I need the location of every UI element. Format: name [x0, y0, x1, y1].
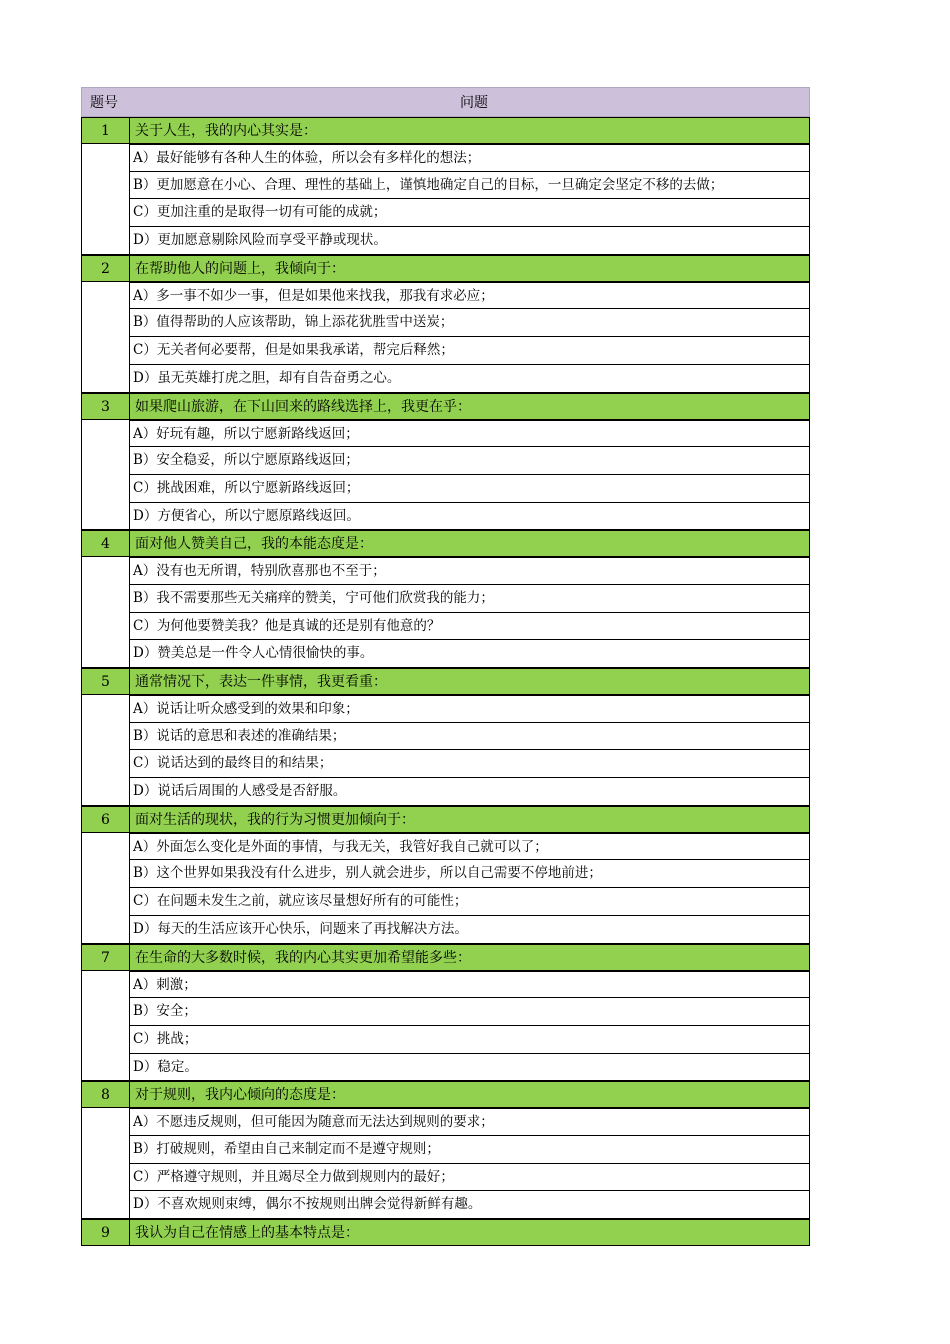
question-number-column — [81, 117, 130, 255]
answer-option: B）说话的意思和表述的准确结果； — [130, 723, 810, 751]
question-block — [81, 1081, 810, 1219]
answer-option: C）为何他要赞美我？他是真诚的还是别有他意的？ — [130, 613, 810, 641]
answer-option: C）严格遵守规则，并且竭尽全力做到规则内的最好； — [130, 1164, 810, 1192]
question-number-spacer — [82, 282, 129, 392]
answer-option: B）打破规则，希望由自己来制定而不是遵守规则； — [130, 1136, 810, 1164]
question-number-column — [81, 944, 130, 1082]
question-body — [130, 530, 810, 668]
question-number-spacer — [82, 144, 129, 254]
question-block — [81, 668, 810, 806]
question-number: 9 — [82, 1219, 129, 1246]
question-number-column — [81, 1219, 130, 1246]
question-text: 面对他人赞美自己，我的本能态度是： — [130, 530, 810, 557]
question-number: 4 — [82, 530, 129, 557]
answer-option: C）更加注重的是取得一切有可能的成就； — [130, 199, 810, 227]
question-body — [130, 944, 810, 1082]
question-body — [130, 668, 810, 806]
question-text: 在生命的大多数时候，我的内心其实更加希望能多些： — [130, 944, 810, 971]
question-text: 关于人生，我的内心其实是： — [130, 117, 810, 144]
question-body — [130, 393, 810, 531]
answer-option: C）无关者何必要帮，但是如果我承诺，帮完后释然； — [130, 337, 810, 365]
question-body — [130, 117, 810, 255]
question-text: 如果爬山旅游，在下山回来的路线选择上，我更在乎： — [130, 393, 810, 420]
question-text: 通常情况下，表达一件事情，我更看重： — [130, 668, 810, 695]
answer-option: B）值得帮助的人应该帮助，锦上添花犹胜雪中送炭； — [130, 309, 810, 337]
answer-option: D）方便省心，所以宁愿原路线返回。 — [130, 503, 810, 531]
answer-option: A）刺激； — [130, 971, 810, 999]
question-number: 7 — [82, 944, 129, 971]
question-list — [81, 117, 810, 1246]
question-block — [81, 255, 810, 393]
answer-option: D）不喜欢规则束缚，偶尔不按规则出牌会觉得新鲜有趣。 — [130, 1191, 810, 1219]
question-number-column — [81, 1081, 130, 1219]
answer-option: B）这个世界如果我没有什么进步，别人就会进步，所以自己需要不停地前进； — [130, 860, 810, 888]
answer-option: A）最好能够有各种人生的体验，所以会有多样化的想法； — [130, 144, 810, 172]
question-number: 6 — [82, 806, 129, 833]
question-number-spacer — [82, 1108, 129, 1218]
answer-option: A）说话让听众感受到的效果和印象； — [130, 695, 810, 723]
question-text: 面对生活的现状，我的行为习惯更加倾向于： — [130, 806, 810, 833]
header-question-label: 问题 — [460, 95, 488, 111]
question-text: 我认为自己在情感上的基本特点是： — [130, 1219, 810, 1246]
question-number-spacer — [82, 971, 129, 1081]
question-number-column — [81, 668, 130, 806]
header-number-label: 题号 — [90, 95, 118, 111]
question-number-column — [81, 530, 130, 668]
question-body — [130, 1219, 810, 1246]
answer-option: C）挑战； — [130, 1026, 810, 1054]
answer-option: C）挑战困难，所以宁愿新路线返回； — [130, 475, 810, 503]
answer-option: D）更加愿意剔除风险而享受平静或现状。 — [130, 227, 810, 255]
answer-option: C）说话达到的最终目的和结果； — [130, 750, 810, 778]
question-block — [81, 530, 810, 668]
question-number: 5 — [82, 668, 129, 695]
question-body — [130, 255, 810, 393]
question-text: 在帮助他人的问题上，我倾向于： — [130, 255, 810, 282]
answer-option: A）多一事不如少一事，但是如果他来找我，那我有求必应； — [130, 282, 810, 310]
question-number-spacer — [82, 695, 129, 805]
question-number: 1 — [82, 117, 129, 144]
answer-option: D）赞美总是一件令人心情很愉快的事。 — [130, 640, 810, 668]
question-block — [81, 806, 810, 944]
question-block — [81, 1219, 810, 1246]
question-number-spacer — [82, 420, 129, 530]
question-block — [81, 117, 810, 255]
question-body — [130, 806, 810, 944]
question-number: 2 — [82, 255, 129, 282]
answer-option: D）每天的生活应该开心快乐，问题来了再找解决方法。 — [130, 916, 810, 944]
question-number: 3 — [82, 393, 129, 420]
header-row — [81, 87, 810, 117]
answer-option: B）我不需要那些无关痛痒的赞美，宁可他们欣赏我的能力； — [130, 585, 810, 613]
answer-option: B）安全稳妥，所以宁愿原路线返回； — [130, 447, 810, 475]
answer-option: B）安全； — [130, 998, 810, 1026]
answer-option: A）不愿违反规则，但可能因为随意而无法达到规则的要求； — [130, 1108, 810, 1136]
answer-option: D）虽无英雄打虎之胆，却有自告奋勇之心。 — [130, 365, 810, 393]
answer-option: A）外面怎么变化是外面的事情，与我无关，我管好我自己就可以了； — [130, 833, 810, 861]
question-number: 8 — [82, 1081, 129, 1108]
question-block — [81, 393, 810, 531]
question-number-column — [81, 806, 130, 944]
questionnaire-sheet — [81, 87, 810, 1246]
question-block — [81, 944, 810, 1082]
question-number-column — [81, 393, 130, 531]
question-number-spacer — [82, 557, 129, 667]
answer-option: A）没有也无所谓，特别欣喜那也不至于； — [130, 557, 810, 585]
question-number-spacer — [82, 833, 129, 943]
answer-option: C）在问题未发生之前，就应该尽量想好所有的可能性； — [130, 888, 810, 916]
answer-option: D）稳定。 — [130, 1054, 810, 1082]
answer-option: B）更加愿意在小心、合理、理性的基础上，谨慎地确定自己的目标，一旦确定会坚定不移的去做； — [130, 172, 810, 200]
question-text: 对于规则，我内心倾向的态度是： — [130, 1081, 810, 1108]
answer-option: A）好玩有趣，所以宁愿新路线返回； — [130, 420, 810, 448]
answer-option: D）说话后周围的人感受是否舒服。 — [130, 778, 810, 806]
question-body — [130, 1081, 810, 1219]
question-number-column — [81, 255, 130, 393]
